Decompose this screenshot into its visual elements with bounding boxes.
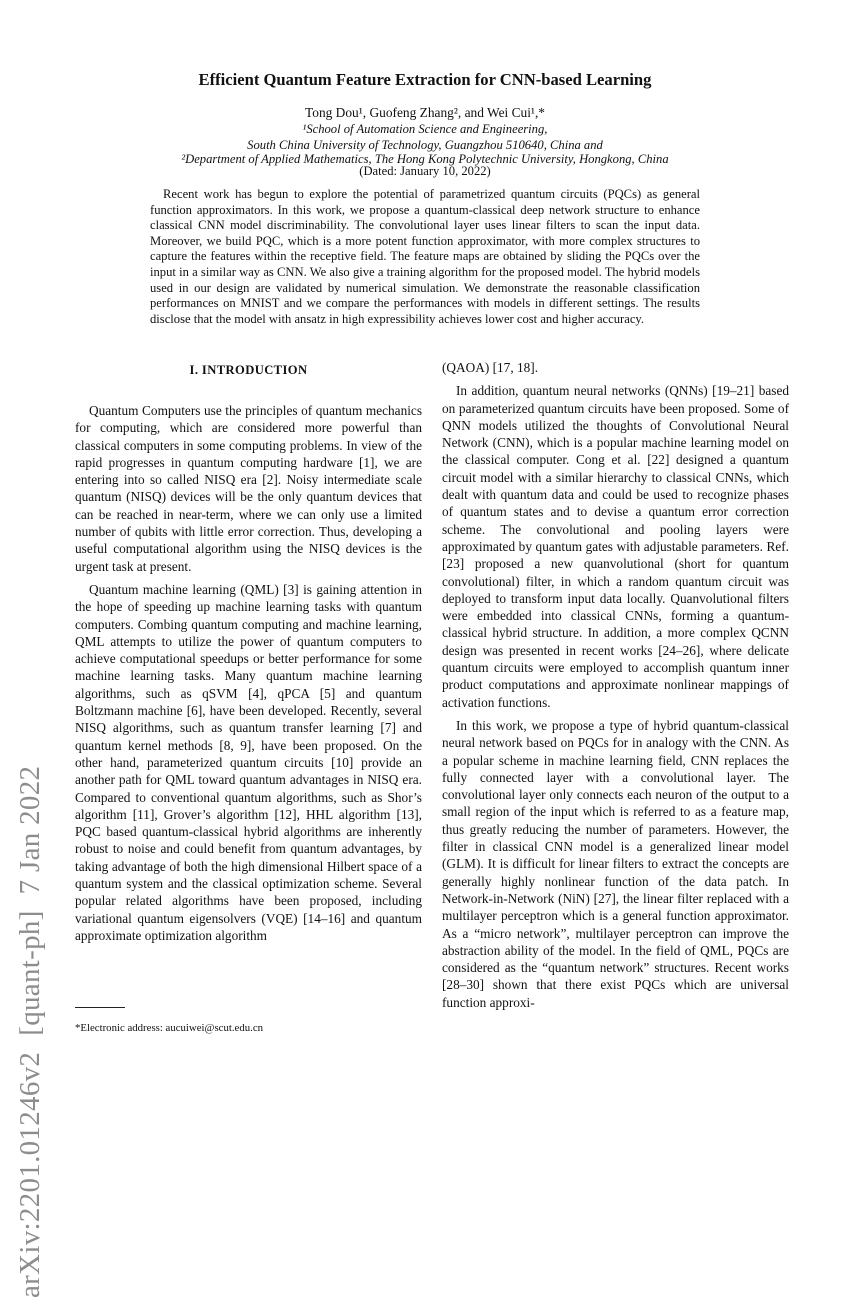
paragraph: In addition, quantum neural networks (QNNs) [19–21] based on parameterized quantum circuits have been proposed. Some of QNN models utilized the thoughts of Convolutional Neural Network (CNN), which is a popular machine learning model on the classical computer. Cong et al. [22] designed a quantum circuit model with a similar hierarchy to classical CNNs, which dealt with quantum data and could be used to recognize phases of quantum states and to devise a quantum error correction scheme. The convolutional and pooling layers were approximated by quantum gates with adjustable parameters. Ref. [23] proposed a new quanvolutional (short for quantum convolutional) filter, in which a random quantum circuit was deployed to transform input data locally. Quanvolutional filters were embedded into classical CNNs, forming a quantum-classical hybrid structure. In addition, a more complex QCNN design was presented in recent works [24–26], where delicate quantum circuits were employed to accomplish quantum inner product computations and approximate nonlinear mappings of activation functions. — [442, 383, 789, 710]
arxiv-date: 7 Jan 2022 — [14, 765, 46, 895]
paragraph: Quantum machine learning (QML) [3] is gaining attention in the hope of speeding up machine learning tasks with quantum computers. Combing quantum computing and machine learning, QML attempts to utilize the power of quantum computers to achieve computational speedups or better performance for some machine learning tasks. Many quantum machine learning algorithms, such as qSVM [4], qPCA [5] and quantum Boltzmann machine [6], have been developed. Recently, several NISQ algorithms, such as quantum transfer learning [7] and quantum kernel methods [8, 9], have been proposed. On the other hand, parameterized quantum circuits [10] provide an another path for QML toward quantum advantages in NISQ era. Compared to conventional quantum algorithms, such as Shor’s algorithm [11], Grover’s algorithm [12], HHL algorithm [13], PQC based quantum-classical hybrid algorithms are inherently robust to noise and could benefit from quantum advantages, by taking advantage of both the high dimensional Hilbert space of a quantum system and the classical optimization scheme. Several popular related algorithms have been proposed, including variational quantum eigensolvers (VQE) [14–16] and quantum approximate optimization algorithm — [75, 581, 422, 943]
right-column — [442, 359, 789, 1011]
arxiv-id: arXiv:2201.01246v2 — [14, 1051, 46, 1298]
affiliation-line-3: ²Department of Applied Mathematics, The Hong Kong Polytechnic University, Hongkong, China — [181, 152, 669, 166]
affiliation-line-2: South China University of Technology, Guangzhou 510640, China and — [247, 138, 603, 152]
affiliation-line-1: ¹School of Automation Science and Engineering, — [302, 122, 548, 136]
paper-authors: Tong Dou¹, Guofeng Zhang², and Wei Cui¹,* — [305, 105, 545, 120]
arxiv-category: [quant-ph] — [14, 910, 46, 1036]
paper-title: Efficient Quantum Feature Extraction for CNN-based Learning — [198, 70, 652, 89]
arxiv-watermark — [14, 498, 62, 1298]
left-column — [75, 362, 422, 944]
section-heading-introduction: I. INTRODUCTION — [189, 363, 308, 377]
footnote-email: *Electronic address: aucuiwei@scut.edu.cn — [75, 1022, 264, 1034]
abstract: Recent work has begun to explore the potential of parametrized quantum circuits (PQCs) as general function approximators. In this work, we propose a quantum-classical deep network structure to enhance classical CNN model discriminability. The convolutional layer uses linear filters to scan the input data. Moreover, we build PQC, which is a more potent function approximator, with more complex structures to capture the features within the receptive field. The feature maps are obtained by sliding the PQCs over the input in a similar way as CNN. We also give a training algorithm for the proposed model. The hybrid models used in our design are validated by numerical simulation. We demonstrate the reasonable classification performances on MNIST and we compare the performances with models in different settings. The results disclose that the model with ansatz in high expressibility achieves lower cost and higher accuracy. — [150, 187, 700, 326]
paragraph: In this work, we propose a type of hybrid quantum-classical neural network based on PQCs for in analogy with the CNN. As a popular scheme in machine learning field, CNN replaces the fully connected layer with a convolutional layer. The convolutional layer only connects each neuron of the output to a small region of the input which is referred to as a feature map, thus greatly reducing the number of parameters. However, the filter in classical CNN model is a generalized linear model (GLM). It is difficult for linear filters to extract the concepts are generally highly nonlinear function of the data patch. In Network-in-Network (NiN) [27], the linear filter replaced with a multilayer perceptron which is a general function approximator. As a “micro network”, multilayer perceptron can improve the abstraction ability of the model. In the field of QML, PQCs are considered as the “quantum network” structures. Recent works [28–30] shown that there exist PQCs which are universal function approxi- — [442, 717, 789, 1010]
paragraph: Quantum Computers use the principles of quantum mechanics for computing, which are considered more powerful than classical computers in some computing problems. In view of the rapid progresses in quantum computing hardware [1], we are entering into so called NISQ era [2]. Noisy intermediate scale quantum (NISQ) devices will be the only quantum devices that can be reached in near-term, where we can only use a limited number of qubits with little error correction. Thus, developing a useful computational algorithm using the NISQ devices is the urgent task at present. — [75, 403, 422, 574]
dated-line: (Dated: January 10, 2022) — [359, 164, 491, 178]
paragraph: (QAOA) [17, 18]. — [442, 360, 539, 375]
footnote-rule — [75, 1007, 125, 1008]
